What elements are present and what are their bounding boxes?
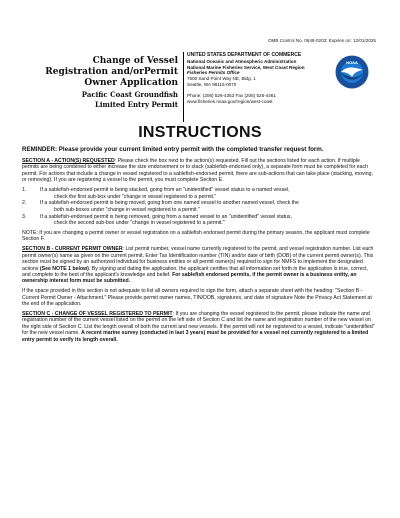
omb-control-number: OMB Control No. 0648-0203; Expires on: 12/01/2025 <box>267 38 376 43</box>
page-heading: INSTRUCTIONS <box>138 124 262 141</box>
section-b-title: SECTION B - CURRENT PERMIT OWNER <box>22 246 123 253</box>
agency-line-2: National Marine Fisheries Service, West Coast Region <box>187 64 305 70</box>
form-subtitle-line-2: Limited Entry Permit <box>94 100 178 109</box>
section-a-note: NOTE: If you are changing a permit owner or vessel registration on a sablefish endorsed permit during the primary season, the applicant must complete Section F. <box>22 230 370 243</box>
form-subtitle-line-1: Pacific Coast Groundfish <box>81 90 178 99</box>
instructions-body <box>22 146 378 347</box>
agency-office: Fisheries Permits Office <box>187 70 240 76</box>
section-a <box>22 158 378 184</box>
section-a-title: SECTION A - ACTION(S) REQUESTED <box>22 158 115 164</box>
section-b-bold-note: For sablefish endorsed permits, if the permit owner is a business entity, an ownership interest form must be submitted. <box>22 272 357 285</box>
section-c-bold-note: A recent marine survey (conducted in last 3 years) must be provided for a vessel not currently registered to a limited entry permit to verify its length overall. <box>22 330 369 343</box>
section-b: SECTION B - CURRENT PERMIT OWNER: List permit number, vessel name currently registered to the permit, and vessel registration number. List each permit owner(s) name as given on the current permit. Enter Tax Identification number (TIN) and/or date of birth (DOB) of the current permit owner(s). This section must be signed by an authorized individual for business entities or all permit owner(s) required to sign for NMFS to implement the designated actions (See NOTE 1 below). By signing and dating the application, the applicant certifies that all information set forth in the application is true, correct, and complete to the best of the applicant's knowledge and belief. For sablefish endorsed permits, if the permit owner is a business entity, an ownership interest form must be submitted. <box>22 246 374 285</box>
noaa-logo-icon <box>335 55 369 89</box>
list-item: 3. If a sablefish-endorsed permit is being removed, going from a named vessel to an "unidentified" vessel status, <box>22 213 292 220</box>
section-a-items <box>22 187 378 226</box>
list-item-sub: both sub-boxes under "change in vessel registered to a permit." <box>54 206 200 213</box>
agency-address-2: Seattle, WA 98115-0070 <box>187 81 237 87</box>
form-title-line-2: Registration and/orPermit <box>45 67 178 77</box>
agency-phone: Phone: (206) 526-4353 Fax (206) 526-4461 <box>187 92 276 98</box>
section-c-title: SECTION C - CHANGE OF VESSEL REGISTERED TO PERMIT <box>22 311 173 318</box>
form-title-line-3: Owner Application <box>84 78 178 88</box>
agency-department: UNITED STATES DEPARTMENT OF COMMERCE <box>187 52 302 58</box>
list-item-sub: check the first sub-box under "change in vessel registered to a permit." <box>54 193 217 200</box>
agency-address-1: 7600 Sand Point Way NE, Bldg. 1 <box>187 76 256 82</box>
section-c: SECTION C - CHANGE OF VESSEL REGISTERED TO PERMIT: If you are changing the vessel registered to the permit, please indicate the name and registration number of the current vessel listed on the permit on the left side of Section C and list the name and registration number of the new vessel on the right side of Section C. List the length overall of both the current and new vessels. If the permit will not be registered to a vessel, indicate "unidentified" for the new vessel name. A recent marine survey (conducted in last 3 years) must be provided for a vessel not currently registered to a limited entry permit to verify its length overall. <box>22 311 375 343</box>
agency-info <box>187 53 335 104</box>
list-item: 1. If a sablefish-endorsed permit is being stacked, going from an "unidentified" vessel status to a named vessel, <box>22 187 290 194</box>
section-b-para-2: If the space provided in this section is not adequate to list all owners required to sign the form, attach a separate sheet with the heading: "Section B - Current Permit Owner - Attachment." Please provide permit owner names, TIN/DOB, signatures, and date of signature Note the Privacy Act Statement at the end of the application. <box>22 288 372 308</box>
form-title-line-1: Change of Vessel <box>92 56 178 66</box>
section-a-intro: : Please check the box next to the action(s) requested. Fill out the sections listed for each action. If multiple permits are being combined to either increase the size endorsement or to stack (sablefish-endorsed only), a separate form must be completed for each permit. For actions that include a change in vessel registered to a sablefish-endorsed permit, there are sub-actions that can take place (stacking, moving, or removing). If you are registering a vessel to the permit, you must complete Section E. <box>22 158 373 184</box>
header-divider <box>183 52 184 122</box>
list-item: 2. If a sablefish-endorsed permit is being moved, going from one named vessel to another named vessel, check the <box>22 200 299 207</box>
section-b-note-ref: (See NOTE 1 below) <box>39 265 89 272</box>
agency-line-1: National Oceanic and Atmospheric Administration <box>187 58 297 64</box>
reminder-text: REMINDER: Please provide your current limited entry permit with the completed transfer request form. <box>22 146 324 153</box>
agency-website: www.fisheries.noaa.gov/region/west-coast <box>187 98 273 104</box>
logo-text: NOAA <box>346 60 358 66</box>
list-item-sub: check the second sub-box under "change in vessel registered to a permit." <box>54 220 225 227</box>
form-title-block <box>30 56 178 109</box>
